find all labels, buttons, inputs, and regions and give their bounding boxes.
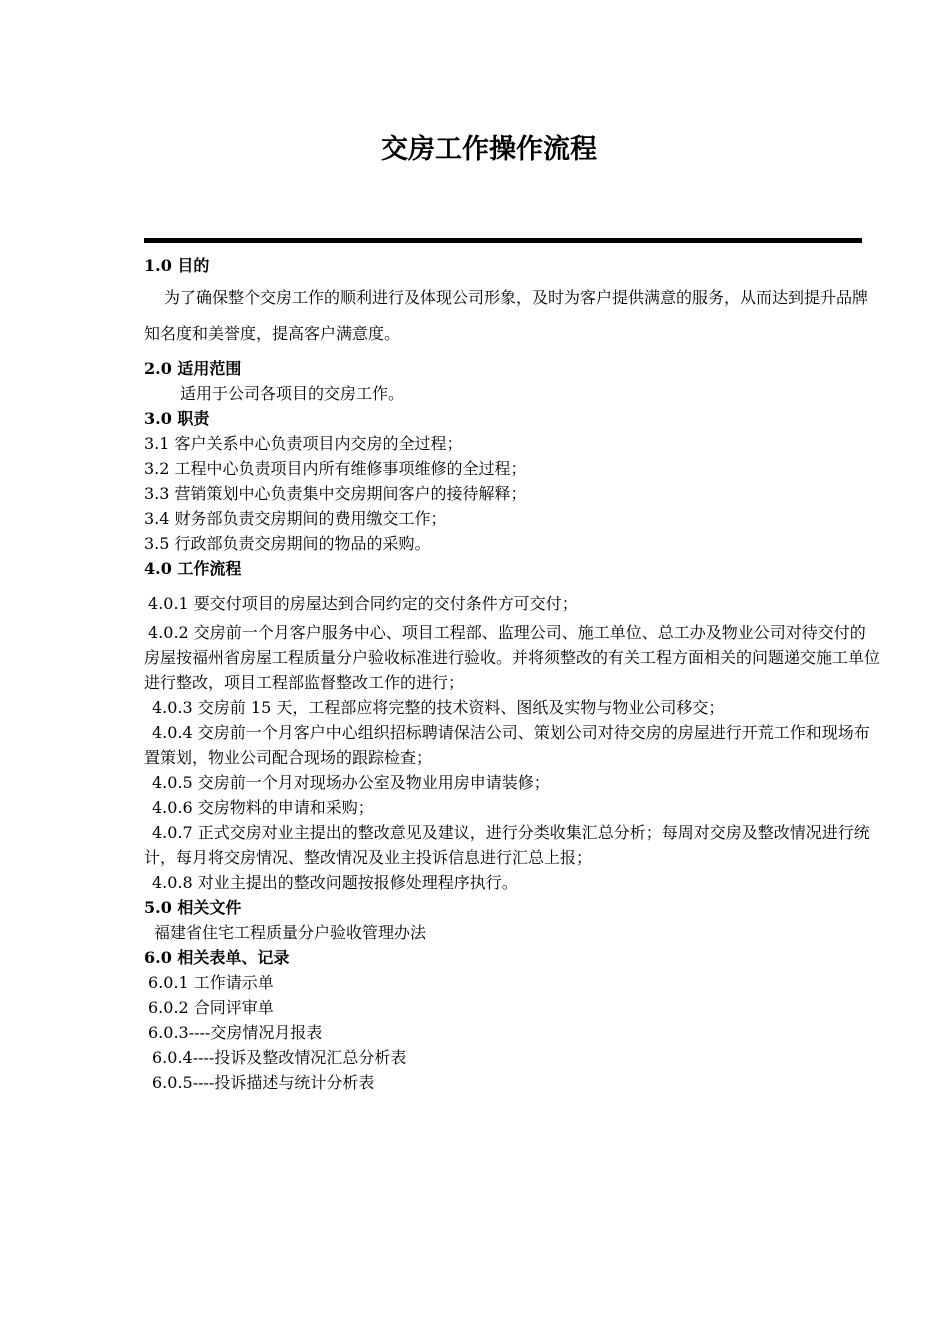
list-item: 6.0.1 工作请示单	[148, 973, 274, 992]
section-body-scope: 适用于公司各项目的交房工作。	[180, 384, 405, 403]
list-item: 4.0.6 交房物料的申请和采购；	[152, 798, 374, 817]
section-heading-scope: 2.0 适用范围	[144, 359, 242, 378]
document-title: 交房工作操作流程	[381, 134, 597, 165]
list-item: 3.4 财务部负责交房期间的费用缴交工作；	[144, 509, 447, 528]
list-item: 4.0.8 对业主提出的整改问题按报修处理程序执行。	[152, 873, 518, 892]
list-item: 4.0.7 正式交房对业主提出的整改意见及建议，进行分类收集汇总分析；每周对交房及整改情况进行统计，每月将交房情况、整改情况及业主投诉信息进行汇总上报；	[144, 823, 870, 867]
list-item: 3.2 工程中心负责项目内所有维修事项维修的全过程；	[144, 459, 527, 478]
section-heading-purpose: 1.0 目的	[144, 256, 210, 275]
list-item: 4.0.5 交房前一个月对现场办公室及物业用房申请装修；	[152, 773, 550, 792]
section-body-purpose: 为了确保整个交房工作的顺利进行及体现公司形象，及时为客户提供满意的服务，从而达到提升品牌知名度和美誉度，提高客户满意度。	[144, 288, 869, 343]
list-item: 4.0.1 要交付项目的房屋达到合同约定的交付条件方可交付；	[148, 594, 578, 613]
list-item: 6.0.5----投诉描述与统计分析表	[152, 1073, 375, 1092]
list-item: 3.3 营销策划中心负责集中交房期间客户的接待解释；	[144, 484, 527, 503]
list-item: 4.0.2 交房前一个月客户服务中心、项目工程部、监理公司、施工单位、总工办及物业公司对待交付的房屋按福州省房屋工程质量分户验收标准进行验收。并将须整改的有关工程方面相关的问题递交施工单位进行整改，项目工程部监督整改工作的进行；	[144, 623, 881, 692]
document-body	[144, 253, 880, 1095]
list-item: 4.0.4 交房前一个月客户中心组织招标聘请保洁公司、策划公司对待交房的房屋进行开荒工作和现场布置策划，物业公司配合现场的跟踪检查；	[144, 723, 870, 767]
section-spacer	[144, 581, 880, 591]
section-heading-related-documents: 5.0 相关文件	[144, 898, 242, 917]
list-item: 6.0.4----投诉及整改情况汇总分析表	[152, 1048, 407, 1067]
list-item: 3.5 行政部负责交房期间的物品的采购。	[144, 534, 431, 553]
list-item: 6.0.2 合同评审单	[148, 998, 274, 1017]
section-body-related-documents: 福建省住宅工程质量分户验收管理办法	[154, 923, 427, 942]
section-heading-responsibilities: 3.0 职责	[144, 409, 210, 428]
list-item: 3.1 客户关系中心负责项目内交房的全过程；	[144, 434, 463, 453]
title-divider	[144, 238, 862, 243]
section-heading-forms-records: 6.0 相关表单、记录	[144, 948, 290, 967]
section-heading-workflow: 4.0 工作流程	[144, 559, 242, 578]
list-item: 6.0.3----交房情况月报表	[148, 1023, 323, 1042]
list-item: 4.0.3 交房前 15 天，工程部应将完整的技术资料、图纸及实物与物业公司移交；	[152, 698, 725, 717]
